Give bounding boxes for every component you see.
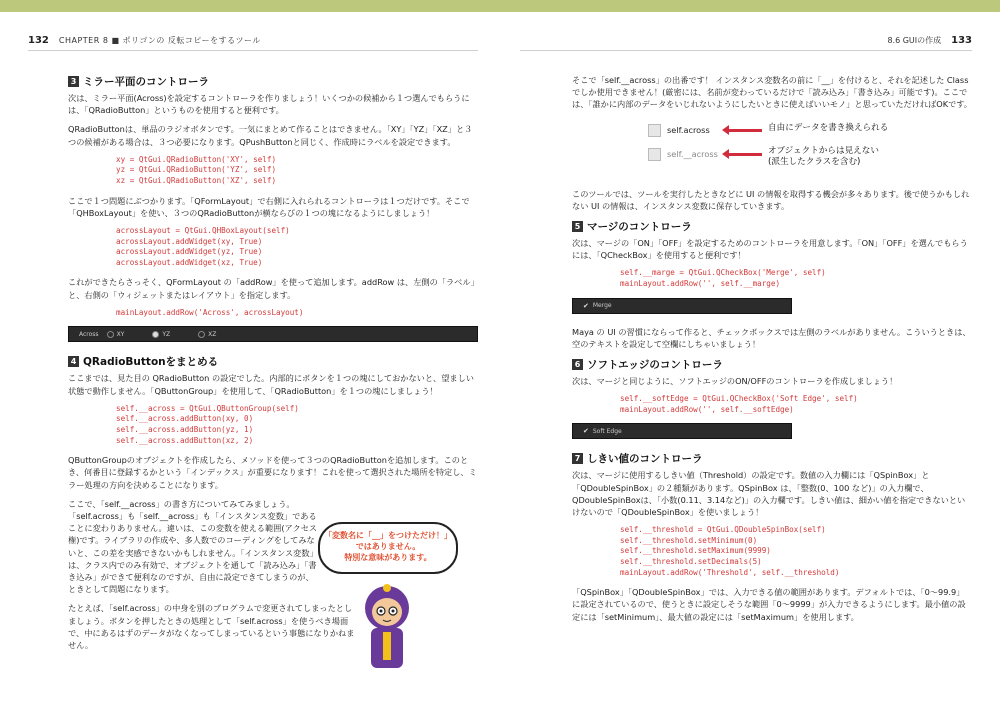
paragraph: そこで「self.__across」の出番です！ インスタンス変数名の前に「__」を付けると、それを記述した Class でしか使用できません！(厳密には、名前が変わっているだけで「読み込み」「書き込み」可能です)。ここでは、「誰かに内部のデータをいじれないようにしたいときに使えばいいモノ」と思っていただければOKです。 (572, 75, 972, 110)
code-block: self.__softEdge = QtGui.QCheckBox('Soft Edge', self) mainLayout.addRow('', self.__softEdge) (620, 394, 858, 414)
radio-label: XZ (208, 330, 217, 338)
paragraph: たとえば、「self.across」の中身を別のプログラムで変更されてしまったとしましょう。ボタンを押したときの処理として「self.across」を使うべき場面で、中にあるはずのデータがなくなってしまっているという事態になりかねません。 (68, 603, 355, 650)
page-number: 133 (951, 34, 972, 46)
illus-label: self.across (667, 125, 710, 136)
paragraph: Maya の UI の習慣にならって作ると、チェックボックスでは左側のラベルがありません。こういうときは、空のテキストを設定して空欄にしちゃいましょう！ (572, 326, 971, 349)
paragraph: ここで、「self.__across」の書き方についてみてみましょう。「self.across」も「self.__across」も「インスタンス変数」であることに変わりありません。違いは、この変数を使える範囲(アクセス権)です。ライブラリの作成や、多人数でのコーディングをしてみないと、この差を実感できないかもしれません。「インスタンス変数」は、クラス内でのみ有効で、オブジェクトを通して「読み込み」「書き込み」ができて便利なのですが、自由に設定できてしまうのが、ときとして問題になります。 (68, 498, 318, 595)
checkmark-icon: ✔ (583, 301, 589, 310)
paragraph: このツールでは、ツールを実行したときなどに UI の情報を取得する機会が多々あります。後で使うかもしれない UI の情報は、インスタンス変数に保存していきます。 (572, 188, 970, 211)
checkmark-icon: ✔ (583, 427, 589, 436)
paragraph: 次は、マージに使用するしきい値（Threshold）の設定です。数値の入力欄には「QSpinBox」と「QDoubleSpinBox」の２種類があります。QSpinBox は、「整数(0、100 など)」の入力欄で、QDoubleSpinBoxは、「小数(0.11、3.14など)」の入力欄です。しきい値は、細かい値を指定できないといけないので「QDoubleSpinBox」を使いましょう！ (572, 470, 966, 518)
illus-note: 自由にデータを書き換えられる (768, 122, 889, 133)
paragraph: 次は、マージの「ON」「OFF」を設定するためのコントローラを用意します。「ON」「OFF」を選んでもらうには、「QCheckBox」を使用すると便利です！ (572, 238, 968, 261)
paragraph: 次は、ミラー平面(Across)を設定するコントローラを作りましょう！いくつかの候補から１つ選んでもらうには、「QRadioButton」というものを使用すると便利です。 (68, 93, 470, 116)
radio-xy (107, 331, 125, 338)
merge-ui-screenshot (572, 298, 792, 314)
paragraph: これができたらさっそく、QFormLayout の「addRow」を使って追加します。addRow は、左側の「ラベル」と、右側の「ウィジェットまたはレイアウト」を指定します。 (68, 277, 475, 300)
code-block: xy = QtGui.QRadioButton('XY', self) yz = QtGui.QRadioButton('YZ', self) xz = QtGui.QRadioButton('XZ', self) (116, 154, 277, 185)
mascot-character-icon (358, 582, 416, 674)
red-arrow-icon (728, 153, 762, 156)
across-ui-screenshot (68, 326, 478, 342)
section-number-badge: 6 (572, 359, 583, 370)
right-page-content (572, 74, 972, 630)
code-block: self.__marge = QtGui.QCheckBox('Merge', self) mainLayout.addRow('', self.__marge) (620, 268, 826, 289)
section-heading-3 (68, 74, 478, 89)
section-title: QRadioButtonをまとめる (83, 356, 219, 369)
section-heading-4 (68, 354, 478, 369)
code-block: self.__threshold = QtGui.QDoubleSpinBox(self) self.__threshold.setMinimum(0) self.__threshold.setMaximum(9999) self.__threshold.setDecimals(5) mainLayout.addRow('Threshold', self.__threshold) (620, 525, 840, 577)
paragraph: ここまでは、見た目の QRadioButton の設定でした。内部的にボタンを１つの塊にしておかないと、望ましい状態で動作しません。「QButtonGroup」を使用して、「QRadioButton」を１つの塊にしましょう！ (68, 373, 474, 396)
code-block: self.__across = QtGui.QButtonGroup(self) self.__across.addButton(xy, 0) self.__across.addButton(yz, 1) self.__across.addButton(xz, 2) (116, 403, 299, 445)
code-block: acrossLayout = QtGui.QHBoxLayout(self) acrossLayout.addWidget(xy, True) acrossLayout.addWidget(yz, True) acrossLayout.addWidget(xz, True) (116, 226, 290, 267)
top-color-bar (0, 0, 1000, 12)
chapter-title: CHAPTER 8 ■ ポリゴンの 反転コピーをするツール (58, 35, 261, 45)
checkbox-label: Merge (592, 302, 612, 310)
section-title: しきい値のコントローラ (587, 453, 703, 466)
right-page-header (520, 30, 972, 51)
section-number-badge: 3 (68, 76, 79, 87)
radio-label: YZ (162, 330, 171, 338)
section-heading-5 (572, 219, 972, 234)
section-heading-6 (572, 357, 972, 372)
radio-label: XY (116, 330, 125, 338)
radio-xz (198, 331, 216, 338)
paragraph: QButtonGroupのオブジェクトを作成したら、メソッドを使って３つのQRadioButtonを追加します。このとき、何番目に登録するかという「インデックス」が重要になります！これを使って選択された場所を特定し、ミラー処理の方向を決めることになります。 (68, 455, 477, 490)
section-number-badge: 4 (68, 356, 79, 367)
code-block: mainLayout.addRow('Across', acrossLayout) (116, 307, 304, 317)
illus-note (768, 146, 879, 168)
illus-row-private (648, 148, 718, 161)
red-arrow-icon (728, 129, 762, 132)
radio-icon (198, 331, 205, 338)
section-heading-7 (572, 451, 972, 466)
access-illustration (572, 118, 972, 176)
object-icon (648, 124, 661, 137)
paragraph: QRadioButtonは、単品のラジオボタンです。一気にまとめて作ることはできません。「XY」「YZ」「XZ」と３つの候補がある場合は、３つ必要になります。QPushButtonと同じく、作成時にラベルを設定できます。 (68, 124, 473, 147)
illus-note-line: (派生したクラスを含む) (768, 156, 861, 167)
section-running-title: 8.6 GUIの作成 (887, 35, 942, 45)
paragraph: 次は、マージと同じように、ソフトエッジのON/OFFのコントローラを作成しましょう！ (572, 376, 898, 387)
radio-yz (152, 331, 170, 338)
page-number: 132 (28, 34, 49, 46)
paragraph: ここで１つ問題にぶつかります。「QFormLayout」で右側に入れられるコントローラは１つだけです。そこで「QHBoxLayout」を使い、３つのQRadioButtonが横ならびの１つの塊になるようにしましょう！ (68, 195, 470, 218)
section-number-badge: 5 (572, 221, 583, 232)
left-page-header (28, 30, 478, 51)
radio-icon (107, 331, 114, 338)
checkbox-label: Soft Edge (592, 427, 622, 435)
section-title: マージのコントローラ (587, 221, 692, 234)
speech-bubble-text: 「変数名に「__」をつけただけ！」 ではありません。 特別な意味があります。 (324, 531, 452, 562)
softedge-ui-screenshot (572, 423, 792, 439)
object-icon (648, 148, 661, 161)
illus-label: self.__across (667, 149, 718, 160)
illus-row-public (648, 124, 710, 137)
illus-note-line: オブジェクトからは見えない (768, 145, 879, 156)
right-page (520, 30, 972, 706)
section-number-badge: 7 (572, 453, 583, 464)
section-title: ミラー平面のコントローラ (83, 76, 209, 88)
left-page (28, 30, 478, 706)
section-title: ソフトエッジのコントローラ (587, 359, 723, 372)
radio-selected-icon (152, 331, 159, 338)
paragraph: 「QSpinBox」「QDoubleSpinBox」では、入力できる値の範囲があります。デフォルトでは、「0～99.9」に設定されているので、使うときに設定しそうな範囲「0～9999」が入力できるようにします。最小値の設定には「setMinimum」、最大値の設定には「setMaximum」を使用します。 (572, 587, 966, 622)
across-label: Across (79, 330, 99, 338)
speech-bubble (318, 522, 458, 574)
